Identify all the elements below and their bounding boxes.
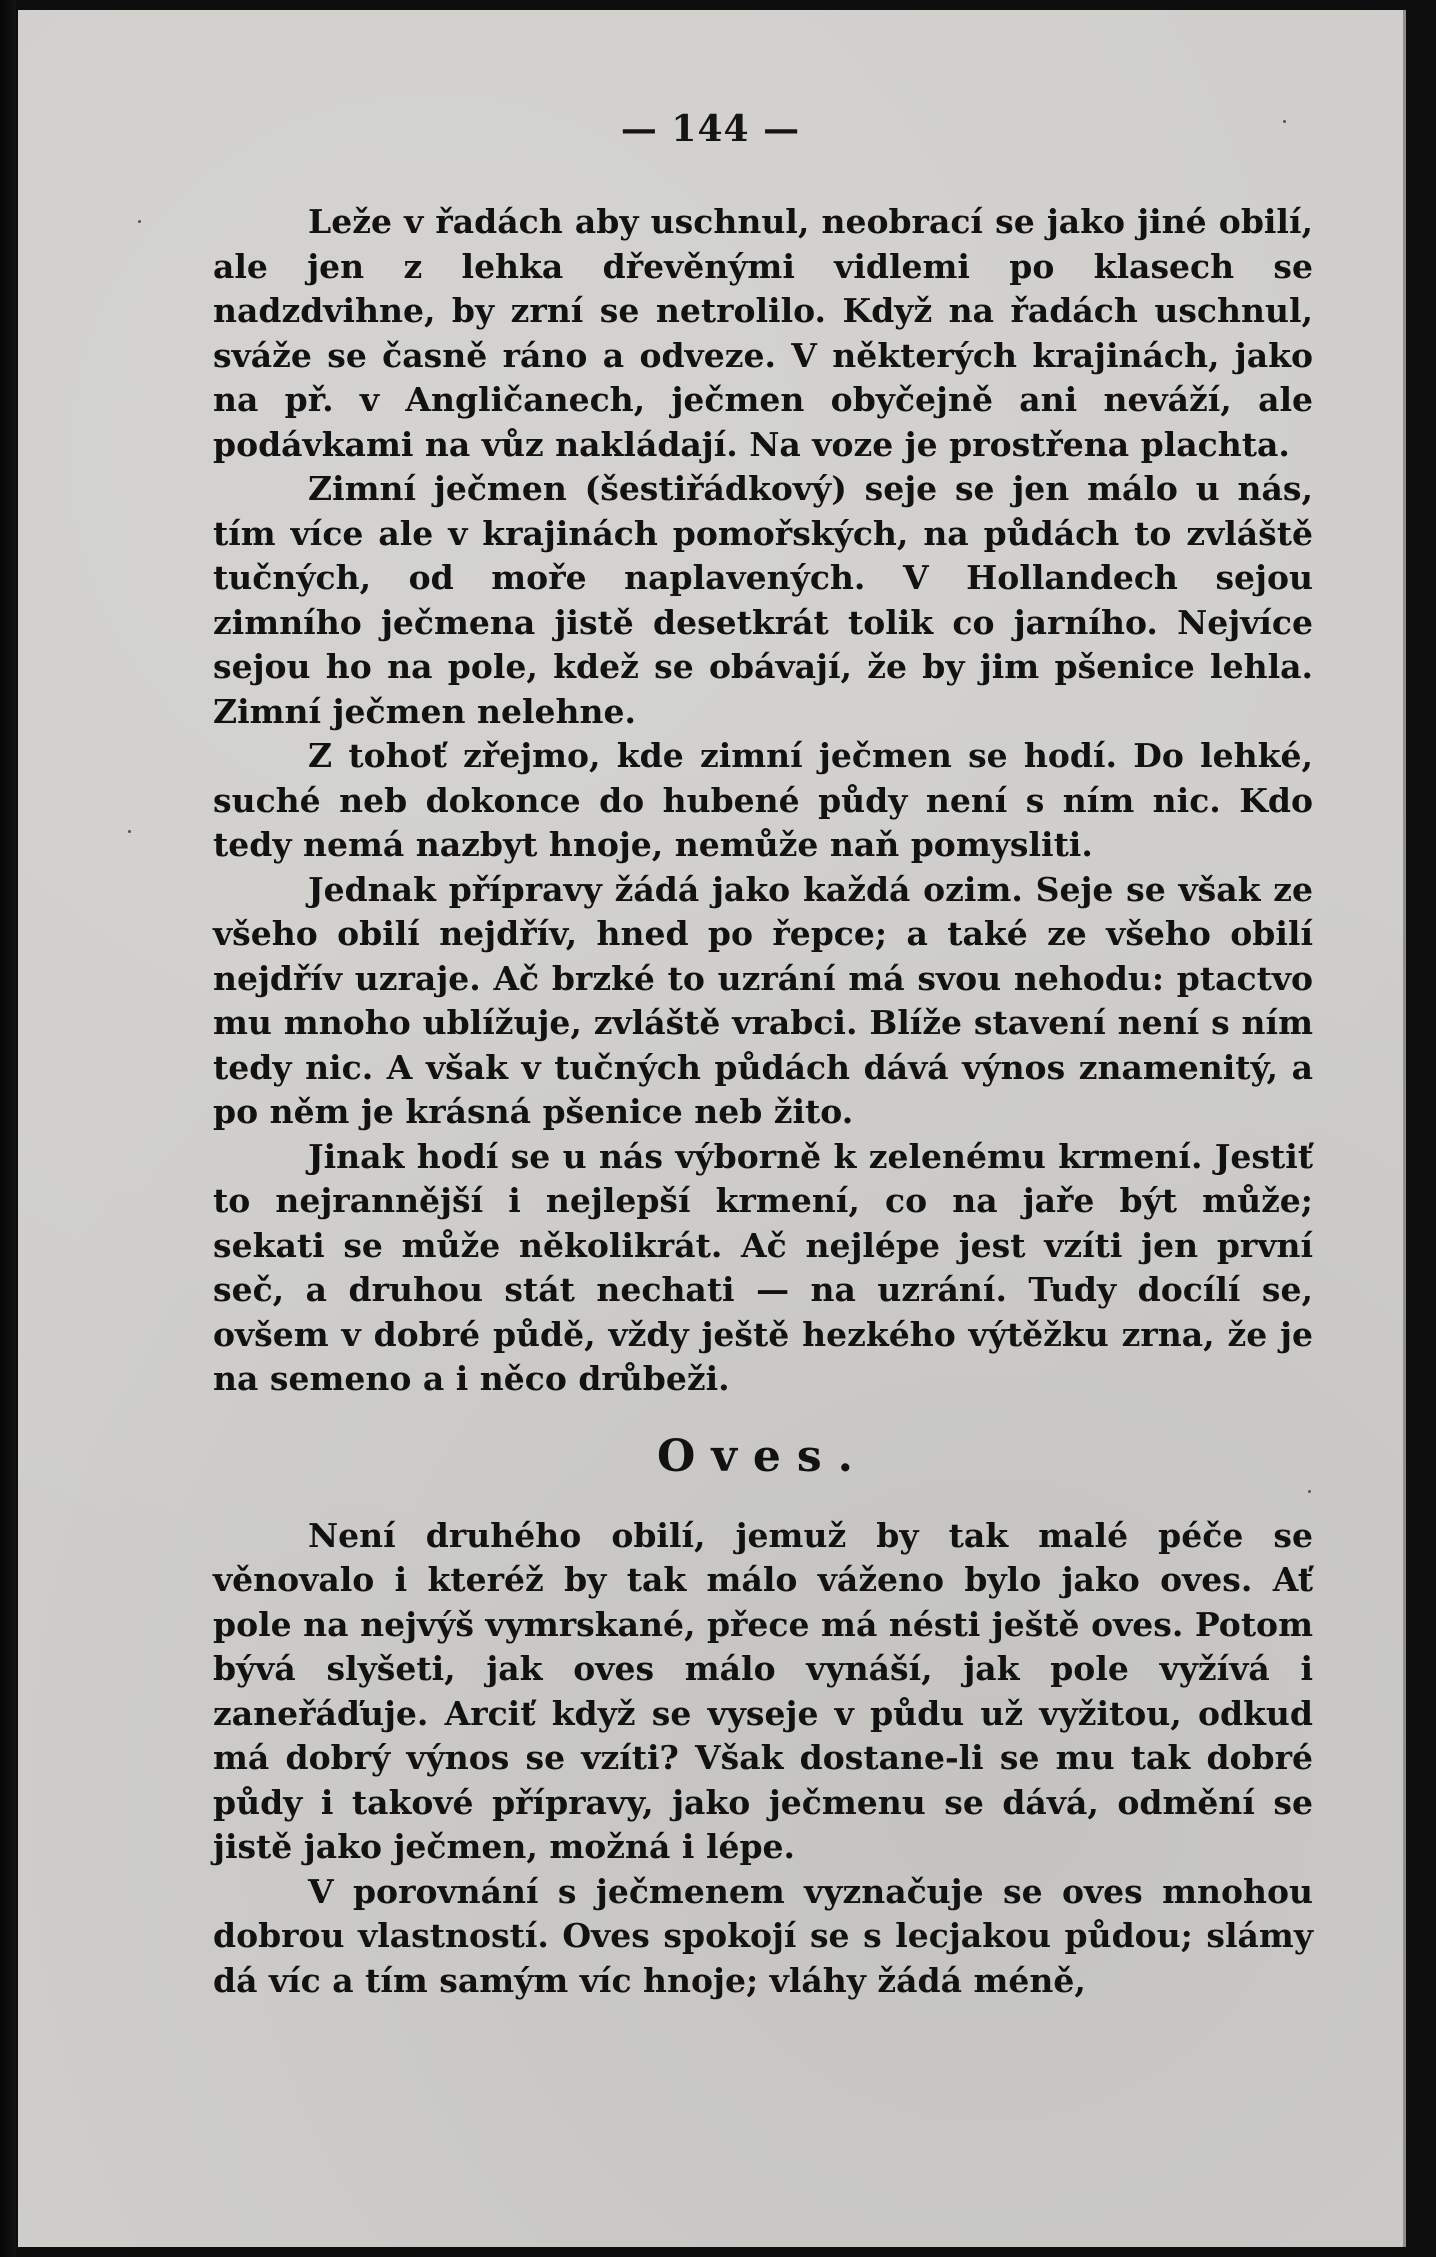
scan-speck (1283, 120, 1286, 123)
section-heading: Oves. (657, 1430, 869, 1482)
scan-speck (138, 220, 141, 223)
book-page (18, 10, 1406, 2247)
paragraph: Jednak přípravy žádá jako každá ozim. Seje se však ze všeho obilí nejdřív, hned po řepce; a také ze všeho obilí nejdřív uzraje. Ač brzké to uzrání má svou nehodu: ptactvo mu mnoho ublížuje, zvláště vrabci. Blíže stavení není s ním tedy nic. A však v tučných půdách dává výnos znamenitý, a po něm je krásná pšenice neb žito. (213, 869, 1313, 1131)
paragraph: Z tohoť zřejmo, kde zimní ječmen se hodí. Do lehké, suché neb dokonce do hubené půdy není s ním nic. Kdo tedy nemá nazbyt hnoje, nemůže naň pomysliti. (213, 736, 1313, 864)
scan-speck (1308, 1490, 1311, 1493)
scan-border (0, 0, 16, 2257)
paragraph: V porovnání s ječmenem vyznačuje se oves mnohou dobrou vlastností. Oves spokojí se s lecjakou půdou; slámy dá víc a tím samým víc hnoje; vláhy žádá méně, (213, 1871, 1313, 2000)
page-body (213, 200, 1313, 2003)
paragraph: Zimní ječmen (šestiřádkový) seje se jen málo u nás, tím více ale v krajinách pomořských, na půdách to zvláště tučných, od moře naplavených. V Hollandech sejou zimního ječmena jistě desetkrát tolik co jarního. Nejvíce sejou ho na pole, kdež se obávají, že by jim pšenice lehla. Zimní ječmen nelehne. (213, 469, 1313, 731)
scan-speck (128, 830, 131, 833)
paragraph: Jinak hodí se u nás výborně k zelenému krmení. Jestiť to nejrannější i nejlepší krmení, co na jaře být může; sekati se může několikrát. Ač nejlépe jest vzíti jen první seč, a druhou stát nechati — na uzrání. Tudy docílí se, ovšem v dobré půdě, vždy ještě hezkého výtěžku zrna, že je na semeno a i něco drůbeži. (213, 1136, 1313, 1398)
page-number: — 144 — (620, 108, 801, 150)
paragraph: Leže v řadách aby uschnul, neobrací se jako jiné obilí, ale jen z lehka dřevěnými vidlemi po klasech se nadzdvihne, by zrní se netrolilo. Když na řadách uschnul, sváže se časně ráno a odveze. V některých krajinách, jako na př. v Angličanech, ječmen obyčejně ani neváží, ale podávkami na vůz nakládají. Na voze je prostřena plachta. (213, 202, 1313, 464)
paragraph: Není druhého obilí, jemuž by tak malé péče se věnovalo i kteréž by tak málo váženo bylo jako oves. Ať pole na nejvýš vymrskané, přece má nésti ještě oves. Potom bývá slyšeti, jak oves málo vynáší, jak pole vyžívá i zaneřáďuje. Arciť když se vyseje v půdu už vyžitou, odkud má dobrý výnos se vzíti? Však dostane-li se mu tak dobré půdy i takové přípravy, jako ječmenu se dává, odmění se jistě jako ječmen, možná i lépe. (213, 1515, 1313, 1866)
